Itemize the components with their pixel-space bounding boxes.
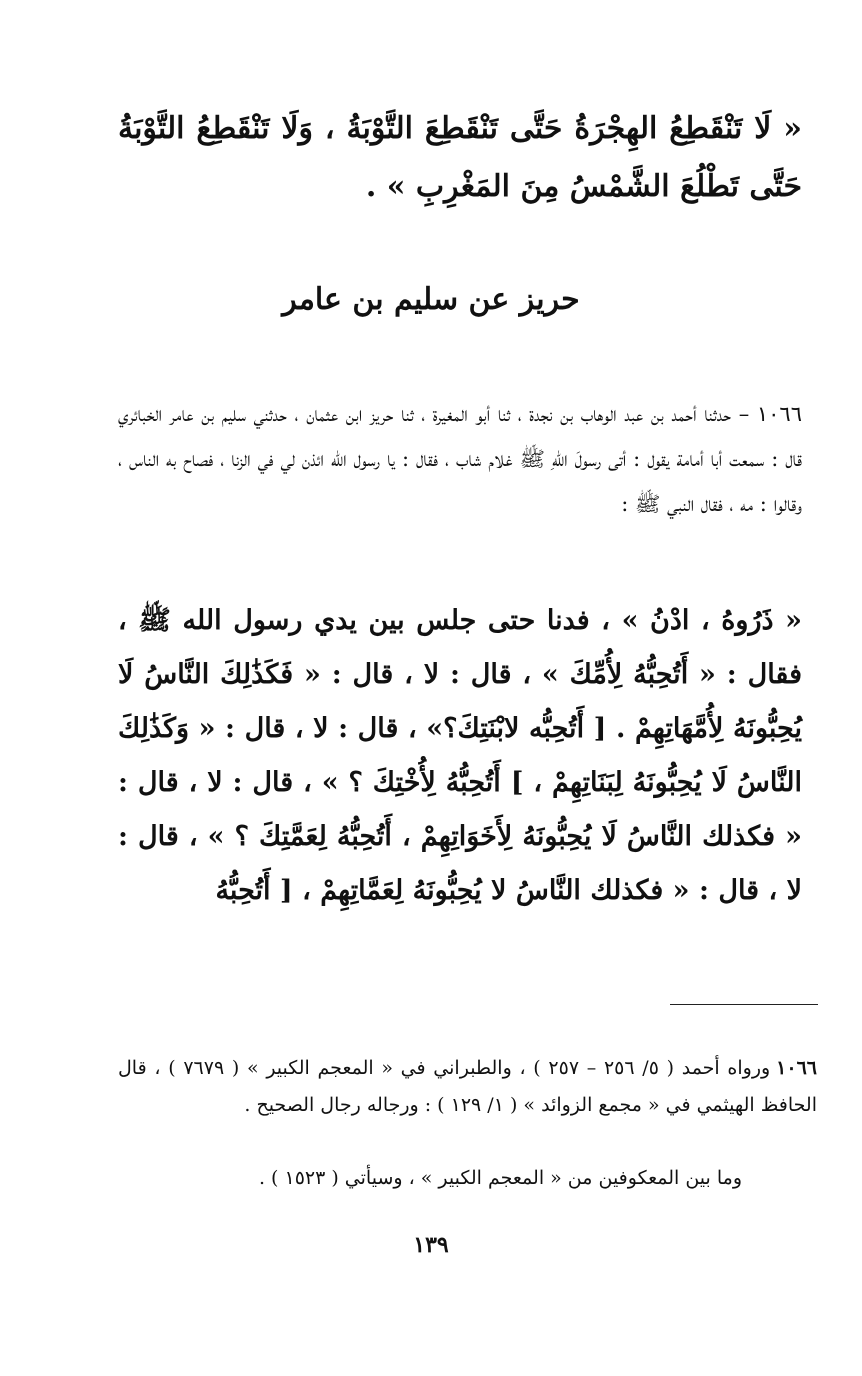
section-heading: حريز عن سليم بن عامر bbox=[282, 282, 580, 317]
footnote bbox=[118, 1050, 817, 1124]
footnote-divider bbox=[670, 1004, 818, 1005]
opening-quote: « لَا تَنْقَطِعُ الهِجْرَةُ حَتَّى تَنْقَطِعَ التَّوْبَةُ ، وَلَا تَنْقَطِعُ التَّوْبَةُ حَتَّى تَطْلُعَ الشَّمْسُ مِنَ المَغْرِبِ » . bbox=[118, 111, 802, 204]
footnote-extra: وما بين المعكوفين من « المعجم الكبير » ، وسيأتي ( ١٥٢٣ ) . bbox=[258, 1167, 742, 1189]
hadith-intro: ١٠٦٦ – حدثنا أحمد بن عبد الوهاب بن نجدة ، ثنا أبو المغيرة ، ثنا حريز ابن عثمان ، حدثني سليم بن عامر الخبائري قال : سمعت أبا أمامة يقول : أتى رسولَ اللهِ ﷺ غلام شاب ، فقال : يا رسول الله ائذن لي في الزنا ، فصاح به الناس ، وقالوا : مه ، فقال النبي ﷺ : bbox=[118, 402, 802, 516]
hadith-body: « ذَرُوهُ ، ادْنُ » ، فدنا حتى جلس بين يدي رسول الله ﷺ ، فقال : « أَتُحِبُّهُ لِأُمِّكَ » ، قال : لا ، قال : « فَكَذَٰلِكَ النَّاسُ لَا يُحِبُّونَهُ لِأُمَّهَاتِهِمْ . [ أَتُحِبُّه لابْنَتِكَ؟» ، قال : لا ، قال : « وَكَذَٰلِكَ النَّاسُ لَا يُحِبُّونَهُ لِبَنَاتِهِمْ ، ] أَتُحِبُّهُ لِأُخْتِكَ ؟ » ، قال : لا ، قال : « فكذلك النَّاسُ لَا يُحِبُّونَهُ لِأَخَوَاتِهِمْ ، أَتُحِبُّهُ لِعَمَّتِكَ ؟ » ، قال : لا ، قال : « فكذلك النَّاسُ لا يُحِبُّونَهُ لِعَمَّاتِهِمْ ، [ أَتُحِبُّهُ bbox=[118, 605, 802, 906]
footnote-text: ورواه أحمد ( ٥/ ٢٥٦ – ٢٥٧ ) ، والطبراني في « المعجم الكبير » ( ٧٦٧٩ ) ، قال الحافظ الهيثمي في « مجمع الزوائد » ( ١/ ١٢٩ ) : ورجاله رجال الصحيح . bbox=[118, 1057, 817, 1116]
footnote-number: ١٠٦٦ bbox=[776, 1057, 817, 1079]
page-number: ١٣٩ bbox=[413, 1232, 449, 1258]
